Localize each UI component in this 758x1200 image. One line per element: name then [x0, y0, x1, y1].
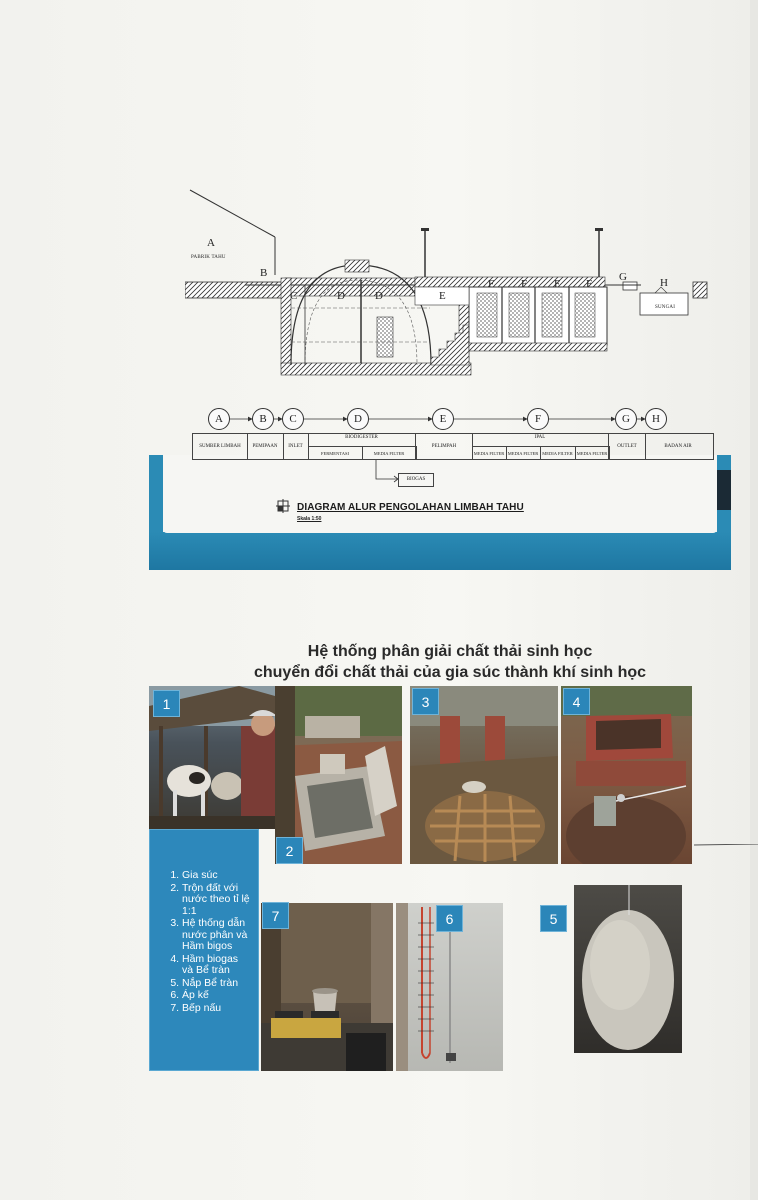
label-d-2: D [375, 290, 383, 302]
label-sungai: SUNGAI [655, 305, 676, 310]
legend-item-3: 3. Hệ thống dẫn nước phân và Hầm bigos [182, 918, 252, 953]
cell-ipal: IPAL [472, 434, 609, 459]
cell-media-filter: MEDIA FILTER [362, 446, 417, 459]
legend-box [149, 829, 259, 1071]
flow-node-h: H [645, 408, 667, 430]
flow-table [192, 433, 714, 460]
cell-outlet: OUTLET [609, 434, 646, 459]
biogas-box: BIOGAS [398, 473, 434, 487]
page-edge [750, 0, 758, 1200]
pointer-line [694, 844, 758, 846]
tag-4: 4 [563, 688, 590, 715]
label-f-3: F [554, 278, 561, 290]
legend-list [150, 830, 258, 1014]
label-f-2: F [521, 278, 528, 290]
flow-node-g: G [615, 408, 637, 430]
tag-1: 1 [153, 690, 180, 717]
tag-2: 2 [276, 837, 303, 864]
cell-ipal-media-4: MEDIA FILTER [575, 446, 610, 459]
legend-item-5: 5. Nắp Bể tràn [182, 978, 252, 990]
cell-ipal-media-1: MEDIA FILTER [472, 446, 507, 459]
tag-7: 7 [262, 902, 289, 929]
cell-pemipaan: PEMIPAAN [247, 434, 284, 459]
label-pabrik-tahu: PABRIK TAHU [191, 255, 226, 260]
frame-right-dark [717, 470, 731, 510]
legend-item-2: 2. Trộn đất với nước theo tỉ lệ 1:1 [182, 883, 252, 918]
section-heading-line2: chuyển đổi chất thải của gia súc thành khí sinh học [253, 664, 647, 681]
diagram-title-icon [276, 499, 290, 513]
label-h: H [660, 277, 668, 289]
flow-node-c: C [282, 408, 304, 430]
section-heading-line1: Hệ thống phân giải chất thải sinh học [307, 643, 593, 660]
cell-badan-air: BADAN AIR [664, 444, 692, 449]
label-e: E [439, 290, 446, 302]
flow-node-b: B [252, 408, 274, 430]
legend-item-4: 4. Hầm biogas và Bể tràn [182, 954, 252, 977]
diagram-title: DIAGRAM ALUR PENGOLAHAN LIMBAH TAHU [297, 502, 524, 513]
cell-inlet: INLET [283, 434, 309, 459]
flow-node-a: A [208, 408, 230, 430]
flow-chart [192, 408, 712, 460]
cell-sumber-limbah: SUMBER LIMBAH [193, 434, 248, 459]
cell-biodigester: BIODIGESTER [308, 434, 416, 459]
label-a: A [207, 237, 215, 249]
flow-node-e: E [432, 408, 454, 430]
tag-6: 6 [436, 905, 463, 932]
flow-node-f: F [527, 408, 549, 430]
legend-item-6: 6. Áp kế [182, 990, 252, 1002]
tag-3: 3 [412, 688, 439, 715]
frame-bottom-bar [149, 532, 731, 570]
label-d-1: D [337, 290, 345, 302]
cell-ipal-media-3: MEDIA FILTER [540, 446, 576, 459]
frame-inner [163, 455, 717, 533]
label-b: B [260, 267, 268, 279]
cell-ipal-media-2: MEDIA FILTER [506, 446, 541, 459]
flow-node-d: D [347, 408, 369, 430]
label-c: C [290, 290, 298, 302]
label-f-4: F [586, 278, 593, 290]
photo-biogas-dome [574, 885, 682, 1053]
label-g: G [619, 271, 627, 283]
cell-pelimpah: PELIMPAH [416, 434, 473, 459]
label-f-1: F [488, 278, 495, 290]
cell-fermentasi: FERMENTASI [308, 446, 363, 459]
tag-5: 5 [540, 905, 567, 932]
diagram-scale: Skala 1:50 [297, 516, 322, 522]
legend-item-1: 1. Gia súc [182, 870, 252, 882]
legend-item-7: 7. Bếp nấu [182, 1003, 252, 1015]
